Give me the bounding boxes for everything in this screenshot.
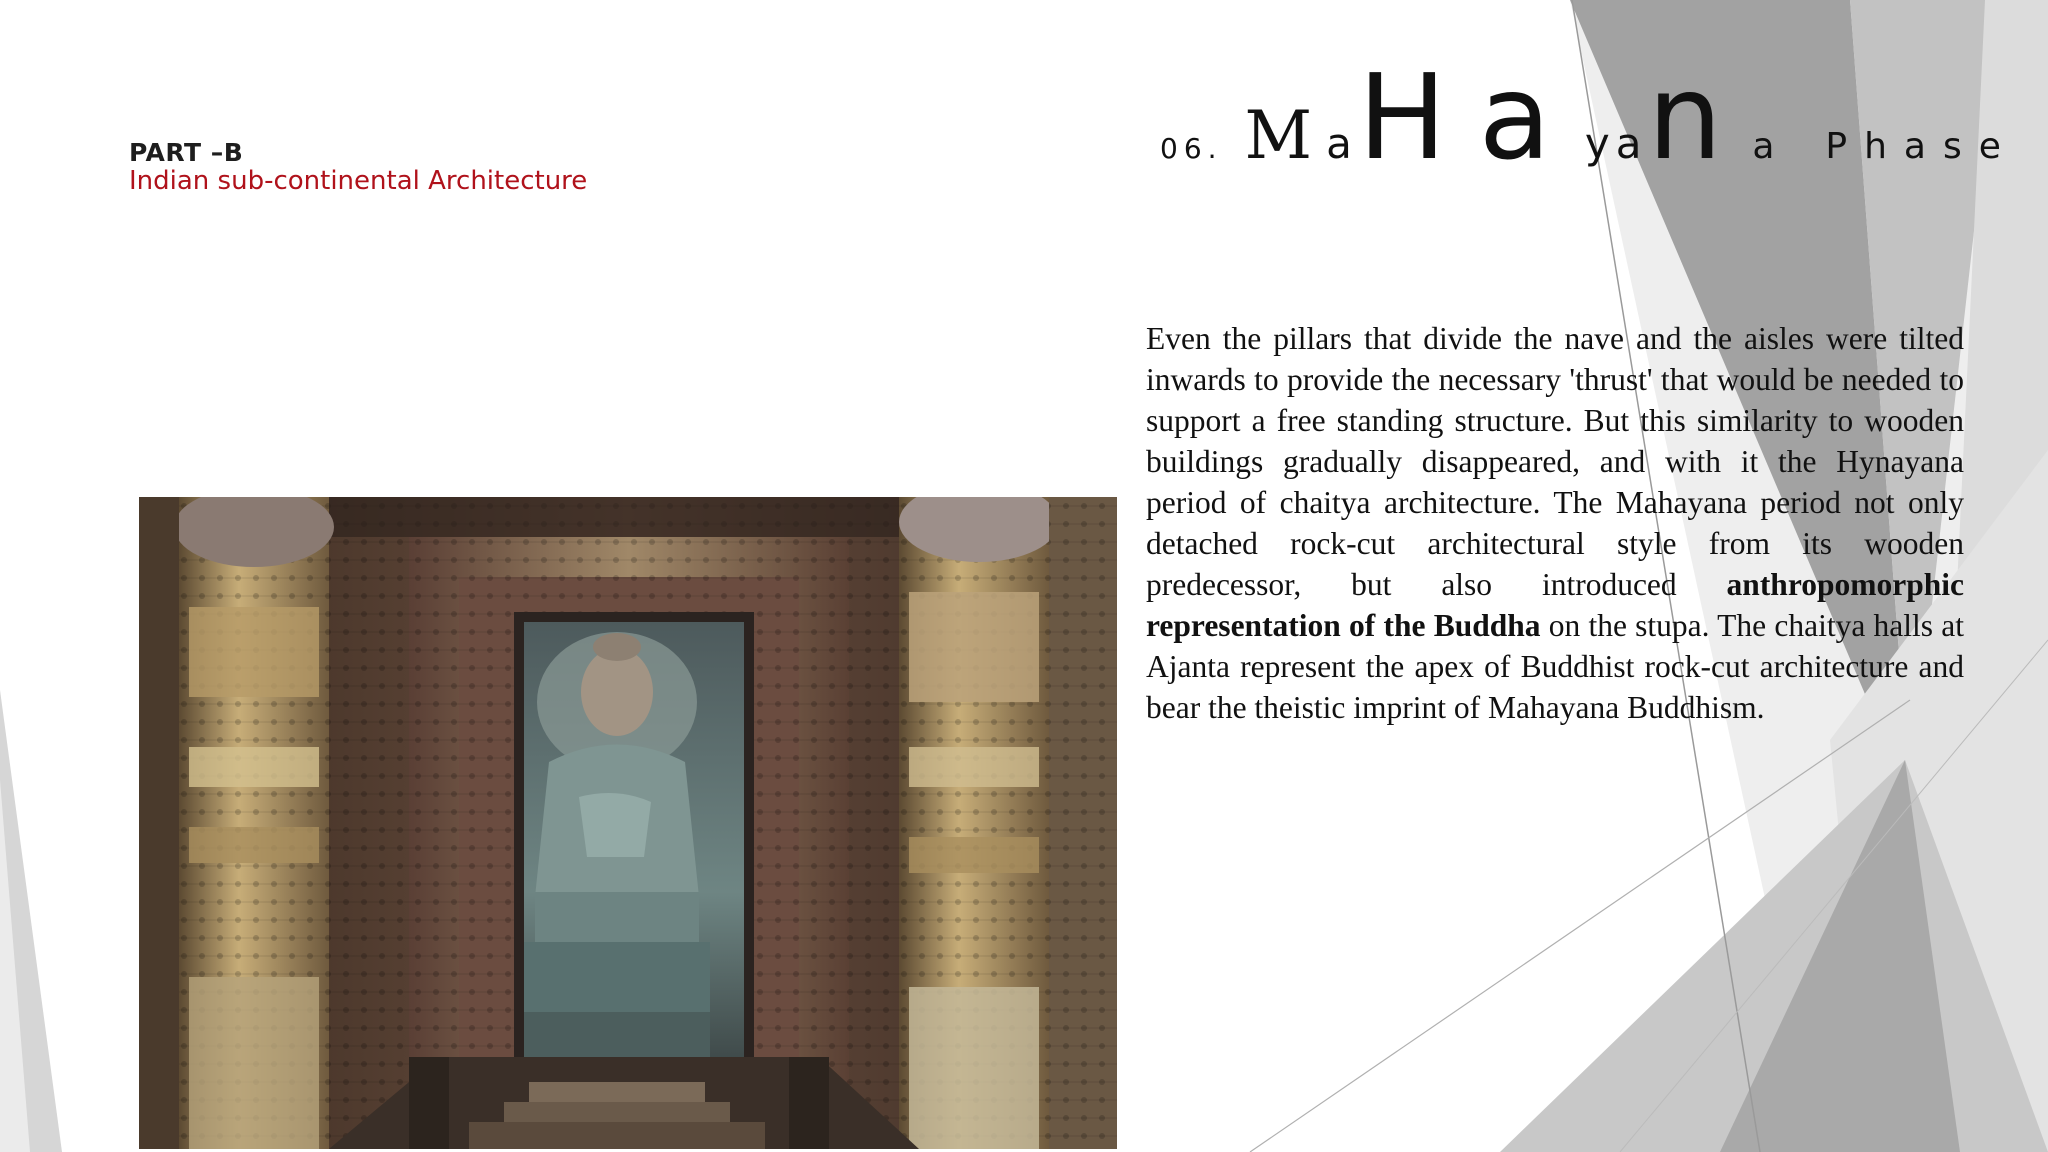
slide-title: [1160, 48, 2018, 186]
body-text-part-2: on the stupa. The chaitya halls at Ajanta represent the apex of Buddhist rock-cut architecture and bear the theistic imprint of Mahayana Buddhism.: [1146, 608, 1964, 725]
part-label: PART –B: [129, 138, 244, 167]
title-letter-4: a: [1478, 48, 1555, 186]
ajanta-cave-photo: [139, 497, 1117, 1149]
title-letter-6: a: [1615, 119, 1648, 168]
title-letter-8: a: [1752, 126, 1792, 167]
title-number: 06.: [1160, 132, 1223, 165]
title-letter-1: M: [1244, 97, 1327, 174]
title-word-phase: Phase: [1825, 126, 2018, 167]
photo-illustration: [139, 497, 1117, 1149]
title-letter-2: a: [1326, 119, 1358, 168]
title-letter-5: y: [1584, 119, 1616, 168]
body-text-part-1: Even the pillars that divide the nave and the aisles were tilted inwards to provide the necessary 'thrust' that would be needed to support a free standing structure. But this similarity to wooden buildings gradually disappeared, and with it the Hynayana period of chaitya architecture. The Mahayana period not only detached rock-cut architectural style from its wooden predecessor, but also introduced: [1146, 321, 1964, 602]
title-letter-3: H: [1357, 48, 1451, 186]
body-paragraph: [1146, 318, 1964, 728]
body-text-bold: anthropomorphic representation of the Buddha: [1146, 567, 1964, 643]
part-subtitle: Indian sub-continental Architecture: [129, 166, 588, 196]
title-letter-7: n: [1647, 48, 1727, 186]
